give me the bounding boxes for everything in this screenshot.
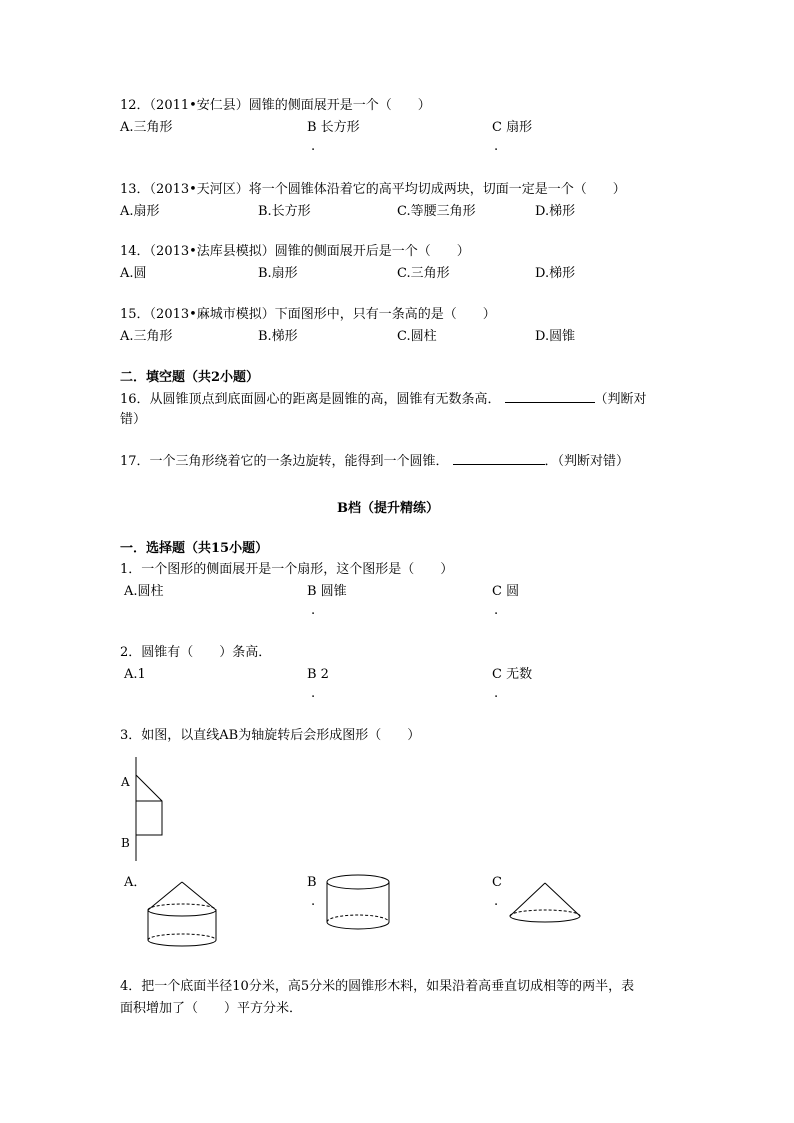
q15-option-c[interactable]: C.圆柱 (397, 329, 437, 344)
b1-option-c[interactable]: C 圆 (492, 584, 520, 599)
b3-option-b[interactable]: B (307, 875, 317, 890)
q13-option-b[interactable]: B.长方形 (258, 204, 311, 219)
b1-option-b[interactable]: B 圆锥 (307, 584, 347, 599)
axis-label-a: A (121, 775, 130, 789)
q16-tail: （判断对 (594, 392, 647, 407)
q13-option-c[interactable]: C.等腰三角形 (397, 204, 476, 219)
b4-continuation: 面积增加了（ ）平方分米． (120, 1001, 303, 1016)
q17-tail: ．（判断对错） (544, 454, 630, 469)
q14-option-b[interactable]: B.扇形 (258, 266, 298, 281)
section-choice-title: 一．选择题（共15小题） (120, 541, 269, 556)
q13-stem: 13．（2013•天河区）将一个圆锥体沿着它的高平均切成两块，切面一定是一个（ ） (120, 182, 626, 197)
cone-on-cylinder-figure[interactable] (140, 880, 230, 950)
cone-figure[interactable] (506, 880, 586, 928)
b3-option-a[interactable]: A． (124, 875, 147, 890)
q16-stem: 16．从圆锥顶点到底面圆心的距离是圆锥的高，圆锥有无数条高． (120, 392, 501, 407)
q16-continuation: 错） (120, 412, 147, 427)
b1-option-a[interactable]: A.圆柱 (124, 584, 164, 599)
q17-stem: 17．一个三角形绕着它的一条边旋转，能得到一个圆锥． (120, 454, 449, 469)
q12-stem: 12．（2011•安仁县）圆锥的侧面展开是一个（ ） (120, 98, 431, 113)
q14-option-a[interactable]: A.圆 (120, 266, 147, 281)
q14-stem: 14．（2013•法库县模拟）圆锥的侧面展开后是一个（ ） (120, 244, 470, 259)
level-b-title: B档（提升精练） (337, 501, 439, 516)
q15-option-b[interactable]: B.梯形 (258, 329, 298, 344)
b3-stem: 3．如图，以直线AB为轴旋转后会形成图形（ ） (120, 728, 421, 743)
b4-stem: 4．把一个底面半径10分米，高5分米的圆锥形木料，如果沿着高垂直切成相等的两半，表 (120, 979, 635, 994)
q16-answer-blank[interactable] (505, 391, 595, 403)
b1-dot-b: . (311, 603, 316, 618)
q12-option-b[interactable]: B 长方形 (307, 120, 360, 135)
q15-stem: 15．（2013•麻城市模拟）下面图形中，只有一条高的是（ ） (120, 307, 496, 322)
q16-line (120, 391, 647, 408)
q14-option-d[interactable]: D.梯形 (535, 266, 576, 281)
section-fill-blank-title: 二．填空题（共2小题） (120, 370, 260, 385)
q14-option-c[interactable]: C.三角形 (397, 266, 450, 281)
q12-dot-c: . (494, 139, 499, 154)
b2-dot-c: . (494, 686, 499, 701)
rotating-shape (136, 775, 162, 835)
b1-stem: 1．一个图形的侧面展开是一个扇形，这个图形是（ ） (120, 562, 454, 577)
q13-option-a[interactable]: A.扇形 (120, 204, 160, 219)
b2-stem: 2．圆锥有（ ）条高． (120, 645, 272, 660)
axis-label-b: B (121, 836, 130, 850)
q12-option-c[interactable]: C 扇形 (492, 120, 533, 135)
q17-line (120, 453, 629, 470)
cylinder-figure[interactable] (322, 872, 396, 934)
q12-option-a[interactable]: A.三角形 (120, 120, 173, 135)
q15-option-a[interactable]: A.三角形 (120, 329, 173, 344)
q17-answer-blank[interactable] (453, 453, 545, 465)
b1-dot-c: . (494, 603, 499, 618)
b2-dot-b: . (311, 686, 316, 701)
b2-option-a[interactable]: A.1 (124, 667, 146, 682)
b2-option-b[interactable]: B 2 (307, 667, 329, 682)
b3-dot-c: . (494, 894, 499, 909)
q15-option-d[interactable]: D.圆锥 (535, 329, 576, 344)
q12-dot-b: . (311, 139, 316, 154)
b2-option-c[interactable]: C 无数 (492, 667, 533, 682)
b3-option-c[interactable]: C (492, 875, 502, 890)
q13-option-d[interactable]: D.梯形 (535, 204, 576, 219)
b3-dot-b: . (311, 894, 316, 909)
